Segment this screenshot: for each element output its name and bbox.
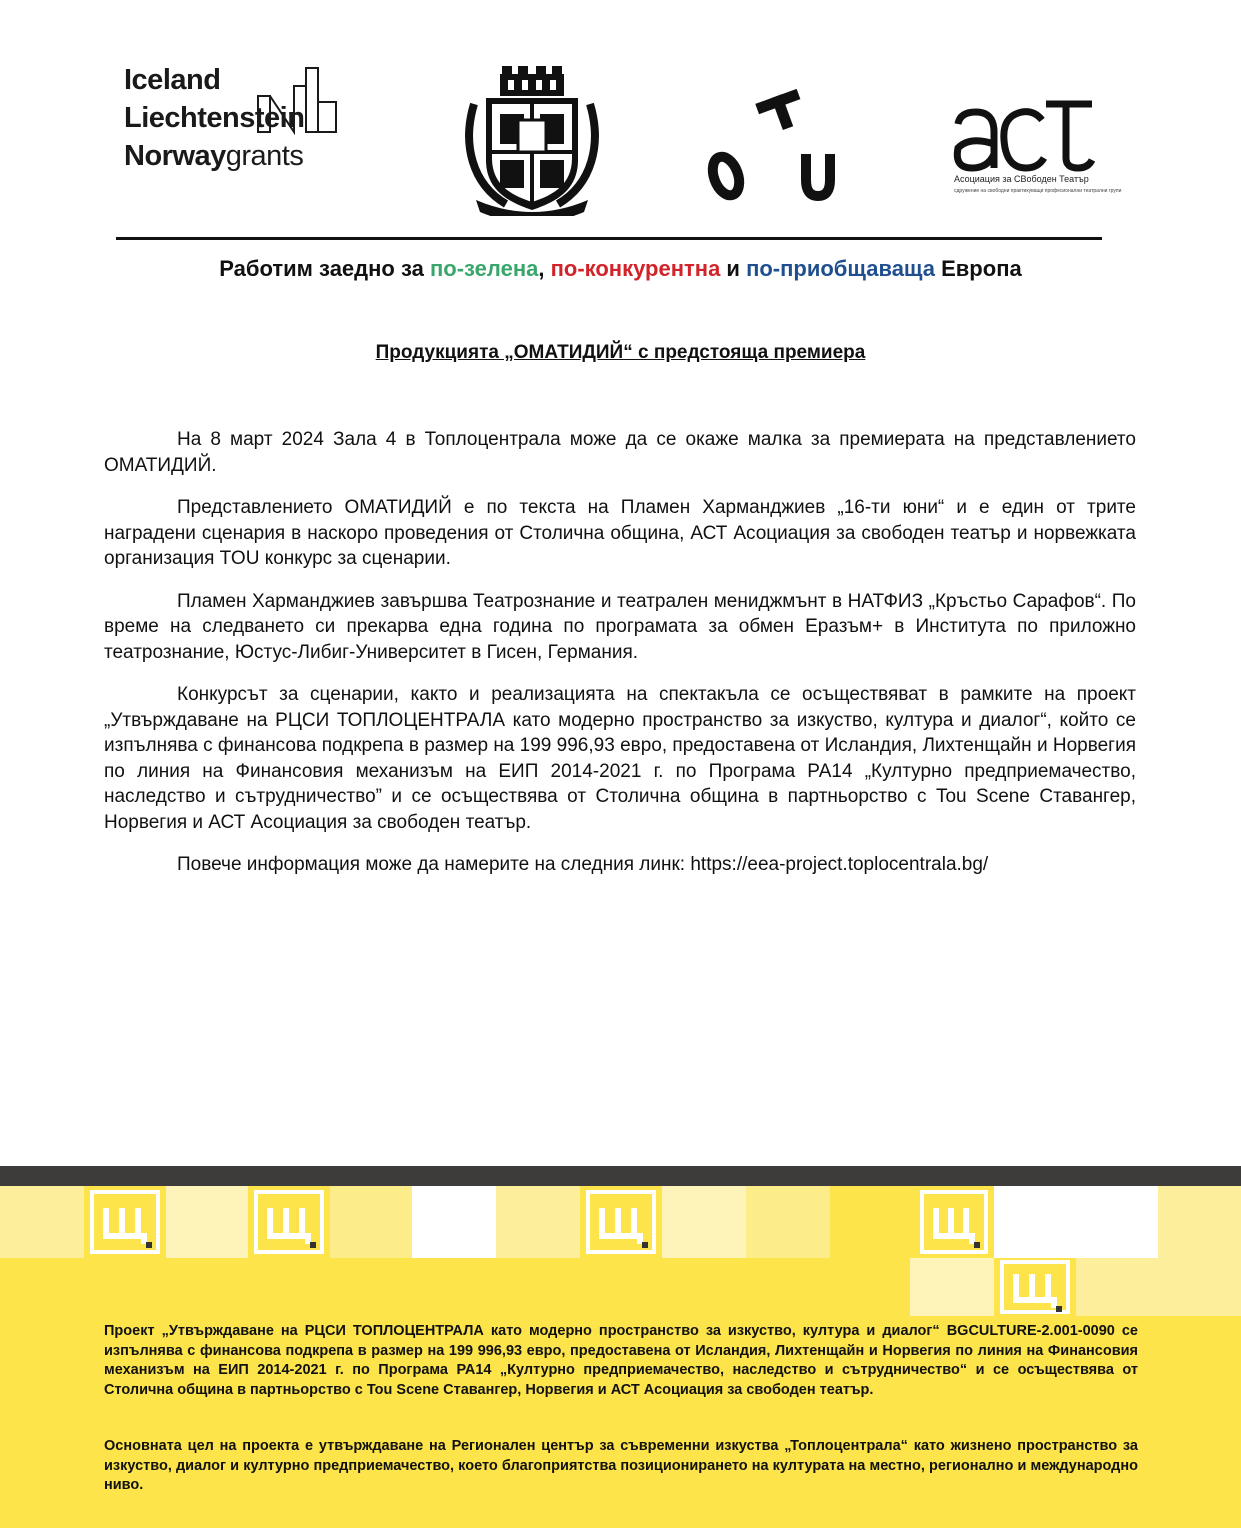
footer-tile: [412, 1186, 496, 1258]
paragraph-5: Повече информация може да намерите на следния линк: https://eea-project.toplocentrala.bg/: [177, 854, 989, 875]
footer-tile: [994, 1186, 1158, 1258]
toplocentrala-logo-icon: [84, 1186, 166, 1263]
eea-line-grants: grants: [225, 140, 304, 172]
slogan: [0, 256, 1241, 282]
slogan-sep2: и: [720, 256, 747, 281]
eea-line-norway: Norway: [124, 140, 226, 172]
footer-tile: [0, 1186, 84, 1258]
footer-tile: [746, 1186, 830, 1258]
toplocentrala-logo-icon: [580, 1186, 662, 1263]
document-title: Продукцията „ОМАТИДИЙ“ с предстояща премиера: [375, 342, 866, 363]
footer-tile: [496, 1186, 580, 1258]
act-tagline: сдружение на свободни практикуващи професионални театрални групи: [954, 188, 1122, 194]
paragraph-4: Конкурсът за сценарии, както и реализацията на спектакъла се осъществяват в рамките на проект „Утвърждаване на РЦСИ ТОПЛОЦЕНТРАЛА като модерно пространство за изкуство, култура и диалог“, който се изпълнява с финансова подкрепа в размер на 199 996,93 евро, предоставена от Исландия, Лихтенщайн и Норвегия по линия на Финансовия механизъм на ЕИП 2014-2021 г. по Програма РА14 „Културно предприемачество, наследство и сътрудничество” и се осъществява от Столична община в партньорство с Tou Scene Ставангер, Норвегия и АСТ Асоциация за свободен театър.: [104, 684, 1136, 833]
toplocentrala-logo-icon: [248, 1186, 330, 1263]
tou-mark-icon: [706, 84, 846, 204]
slogan-sep1: ,: [538, 256, 551, 281]
eea-line-iceland: Iceland: [124, 64, 221, 96]
footer-tile: [1158, 1186, 1241, 1258]
paragraph-1: На 8 март 2024 Зала 4 в Топлоцентрала може да се окаже малка за премиерата на представлението ОМАТИДИЙ.: [104, 429, 1136, 476]
footer-tile: [330, 1186, 412, 1258]
act-name: Асоциация за СВободен Театър: [954, 174, 1089, 184]
slogan-suffix: Европа: [935, 256, 1022, 281]
slogan-greener: по-зелена: [429, 256, 539, 281]
act-association-logo: [950, 98, 1122, 208]
document-body: [104, 427, 1136, 895]
header-divider: [116, 237, 1102, 240]
footer-tile: [662, 1186, 746, 1258]
eea-grants-logo: [124, 62, 364, 222]
footer-tile: [910, 1258, 994, 1316]
slogan-inclusive: по-приобщаваща: [746, 256, 935, 281]
footer-tile: [1076, 1258, 1241, 1316]
slogan-competitive: по-конкурентна: [550, 256, 721, 281]
footer-project-text: Проект „Утвърждаване на РЦСИ ТОПЛОЦЕНТРАЛА като модерно пространство за изкуство, култура и диалог“ BGCULTURE-2.001-0090 се изпълнява с финансова подкрепа в размер на 199 996,93 евро, предоставена от Исландия, Лихтенщайн и Норвегия по линия на Финансовия механизъм на ЕИП 2014-2021 г. по Програма РА14 „Културно предприемачество, наследство и сътрудничество“ и се осъществява от Столична община в партньорство с Tou Scene Ставангер, Норвегия и АСТ Асоциация за свободен театър.: [104, 1323, 1138, 1398]
paragraph-3: Пламен Харманджиев завършва Театрознание и театрален мениджмънт в НАТФИЗ „Кръстьо Сарафов“. По време на следването си прекарва една година по програмата за обмен Еразъм+ в Института по приложно театрознание, Юстус-Либиг-Университет в Гисен, Германия.: [104, 590, 1136, 663]
footer-dark-bar: [0, 1166, 1241, 1186]
toplocentrala-logo-icon: [914, 1186, 994, 1263]
slogan-prefix: Работим заедно за: [219, 256, 430, 281]
coat-of-arms-icon: [462, 64, 602, 216]
toplocentrala-logo-icon: [994, 1258, 1076, 1321]
eea-grants-mark-icon: [256, 66, 340, 136]
tou-logo: [706, 84, 846, 204]
act-mark-icon: [950, 98, 1095, 172]
paragraph-2: Представлението ОМАТИДИЙ е по текста на Пламен Харманджиев „16-ти юни“ и е един от трите наградени сценария в наскоро проведения от Столична община, АСТ Асоциация за свободен театър и норвежката организация TOU конкурс за сценарии.: [104, 497, 1136, 569]
footer-goal-text: Основната цел на проекта е утвърждаване на Регионален център за съвременни изкуства „Топлоцентрала“ като жизнено пространство за изкуство, диалог и културно предприемачество, което благоприятства позиционирането на културата на местно, регионално и международно ниво.: [104, 1438, 1138, 1493]
footer-tile: [830, 1186, 914, 1258]
sofia-coat-of-arms-logo: [462, 64, 602, 216]
footer-tile: [166, 1186, 248, 1258]
eea-line-liechtenstein: Liechtenstein: [124, 102, 305, 134]
